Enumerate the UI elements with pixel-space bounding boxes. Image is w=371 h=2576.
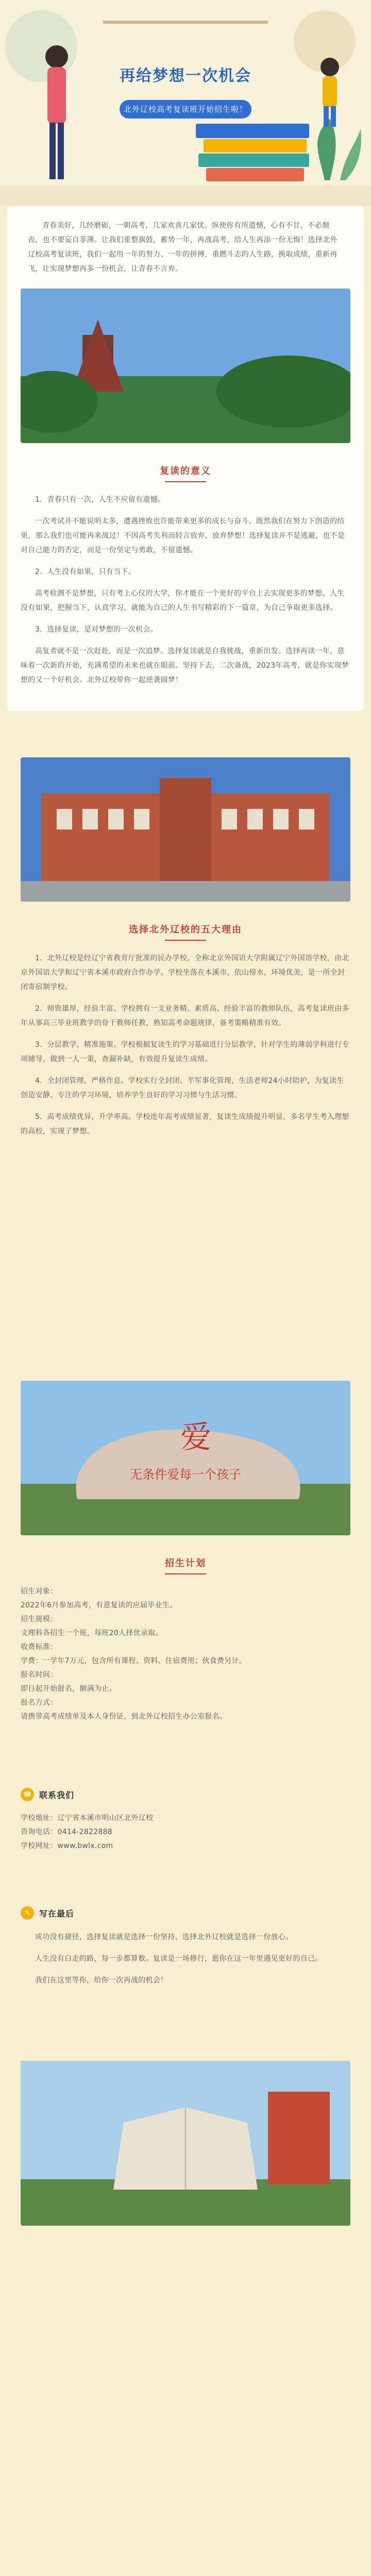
- meaning-point-1: 1．青春只有一次，人生不应留有遗憾。: [35, 496, 165, 504]
- reason-4: 4．全封闭管理，严格作息。学校实行全封闭、半军事化管理，生活老师24小时陪护，为复读生创造安静、专注的学习环境，培养学生良好的学习习惯与生活习惯。: [21, 1077, 344, 1099]
- reason-3: 3．分层教学，精准施策。学校根据复读生的学习基础进行分层教学，针对学生的薄弱学科进行专项辅导，做到一人一策，查漏补缺，有效提升复读生成绩。: [21, 1041, 349, 1063]
- hero-subtitle-pill: 北外辽校高考复读班开始招生啦！: [120, 100, 251, 118]
- contact-heading: 联系我们: [39, 1790, 75, 1800]
- enroll-line-3: 文理科各招生一个班，每班20人择优录取。: [21, 1629, 163, 1637]
- enroll-line-4: 收费标准：: [21, 1643, 58, 1651]
- meaning-text-1: 一次考试并不能说明太多，遭遇挫败也许能带来更多的成长与奋斗。既然我们在努力下创造的结果，那么我们也可能再来战过！不因高考失利而轻言放弃，放弃梦想！选择复读并不是逃避，也不是对自己能力的否定，而是一份坚定与勇敢，不留遗憾。: [21, 517, 345, 554]
- closing-text-1: 成功没有捷径，选择复读就是选择一份坚持，选择北外辽校就是选择一份放心。: [35, 1933, 293, 1941]
- motto-stone-photo: [21, 1381, 350, 1535]
- section-meaning: [0, 464, 371, 694]
- section-enrollment: [0, 1556, 371, 1724]
- section-reasons-heading: 选择北外辽校的五大理由: [0, 922, 371, 941]
- campus-photo-2: [21, 757, 350, 902]
- section-contact: [0, 1788, 371, 1853]
- enroll-line-0: 招生对象：: [21, 1587, 58, 1596]
- enroll-line-7: 即日起开始报名，额满为止。: [21, 1685, 116, 1693]
- campus-photo-1: [21, 289, 350, 443]
- closing-heading: 写在最后: [39, 1908, 75, 1919]
- contact-website[interactable]: 学校网址：www.bwlx.com: [21, 1842, 113, 1850]
- motto-text: 无条件爱每一个孩子: [130, 1467, 241, 1482]
- closing-text-3: 我们在这里等你，给你一次再战的机会！: [35, 1976, 168, 1985]
- pen-icon: ✎: [21, 1906, 34, 1920]
- contact-address: 学校地址：辽宁省本溪市明山区北外辽校: [21, 1814, 154, 1822]
- contact-phone: 咨询电话：0414-2822888: [21, 1828, 113, 1836]
- enroll-line-2: 招生规模：: [21, 1615, 58, 1623]
- hero-title: 再给梦想一次机会: [120, 67, 251, 85]
- enroll-line-1: 2022年6月参加高考，有意复读的应届毕业生。: [21, 1601, 177, 1609]
- reason-1: 1．北外辽校是经辽宁省教育厅批准的民办学校，全称北京外国语大学附属辽宁外国语学校，由北京外国语大学和辽宁省本溪市政府合作办学。学校坐落在本溪市，依山傍水，环境优美，是一所全封闭寄宿制学校。: [21, 954, 349, 991]
- svg-text:爱: 爱: [180, 1419, 211, 1455]
- meaning-point-3: 3．选择复读，是对梦想的一次机会。: [35, 625, 158, 634]
- closing-text-2: 人生没有白走的路，每一步都算数。复读是一场修行，愿你在这一年里遇见更好的自己。: [35, 1955, 323, 1963]
- section-closing: [0, 1906, 371, 1995]
- contact-icon: ☎: [21, 1788, 34, 1801]
- enroll-line-5: 学费：一学年7万元，包含所有课程、资料、住宿费用；伙食费另计。: [21, 1657, 247, 1665]
- enroll-line-6: 报名时间：: [21, 1671, 58, 1679]
- enroll-line-8: 报名方式：: [21, 1699, 58, 1707]
- enroll-line-9: 请携带高考成绩单及本人身份证，到北外辽校招生办公室报名。: [21, 1713, 227, 1721]
- closing-tag: [21, 1906, 371, 1920]
- reason-5: 5．高考成绩优异，升学率高。学校连年高考成绩显著，复读生成绩提升明显，多名学生考入理想的高校，实现了梦想。: [21, 1113, 349, 1136]
- intro-text: 青春美好，几经磨砺，一朝高考，几家欢喜几家忧。纵使你有所遗憾，心有不甘，不必颓丧，也不要妄自菲薄。让我们重整旗鼓，蓄势一年，再战高考，给人生再添一份无悔！选择北外辽校高考复读班，我们一起用一年的努力、一年的拼搏，重燃斗志的人生路，换取成绩，重新再飞，让实现梦想再多一份机会，让青春不言弃。: [28, 222, 338, 273]
- section-meaning-heading: 复读的意义: [0, 464, 371, 482]
- contact-tag: [21, 1788, 371, 1801]
- hero-banner: [0, 0, 371, 206]
- section-reasons: [0, 922, 371, 1146]
- section-enrollment-heading: 招生计划: [0, 1556, 371, 1574]
- meaning-point-2: 2．人生没有如果，只有当下。: [35, 568, 136, 576]
- meaning-text-2: 高考检测不是梦想，只有考上心仪的大学，你才能在一个更好的平台上去实现更多的梦想。人生没有如果，把握当下，认真学习，就能为自己的人生书写精彩的下一篇章，为自己争取更多选择。: [21, 589, 345, 612]
- reason-2: 2．师资雄厚，经验丰富。学校拥有一支业务精、素质高、经验丰富的教师队伍，高考复读班由多年从事高三毕业班教学的骨干教师任教，熟知高考命题规律，备考策略精准有效。: [21, 1005, 349, 1027]
- sculpture-photo: [21, 2061, 350, 2226]
- meaning-text-3: 高复者就不是一次赶赴，而是一次追梦。选择复读就是自我挑战，重新出发。选择再读一年，意味着一次新的开始，充满希望的未来也就在眼前。坚持下去，二次备战，2023年高考，就是你实现梦想的又一个好机会。北外辽校带你一起逆袭圆梦！: [21, 647, 349, 684]
